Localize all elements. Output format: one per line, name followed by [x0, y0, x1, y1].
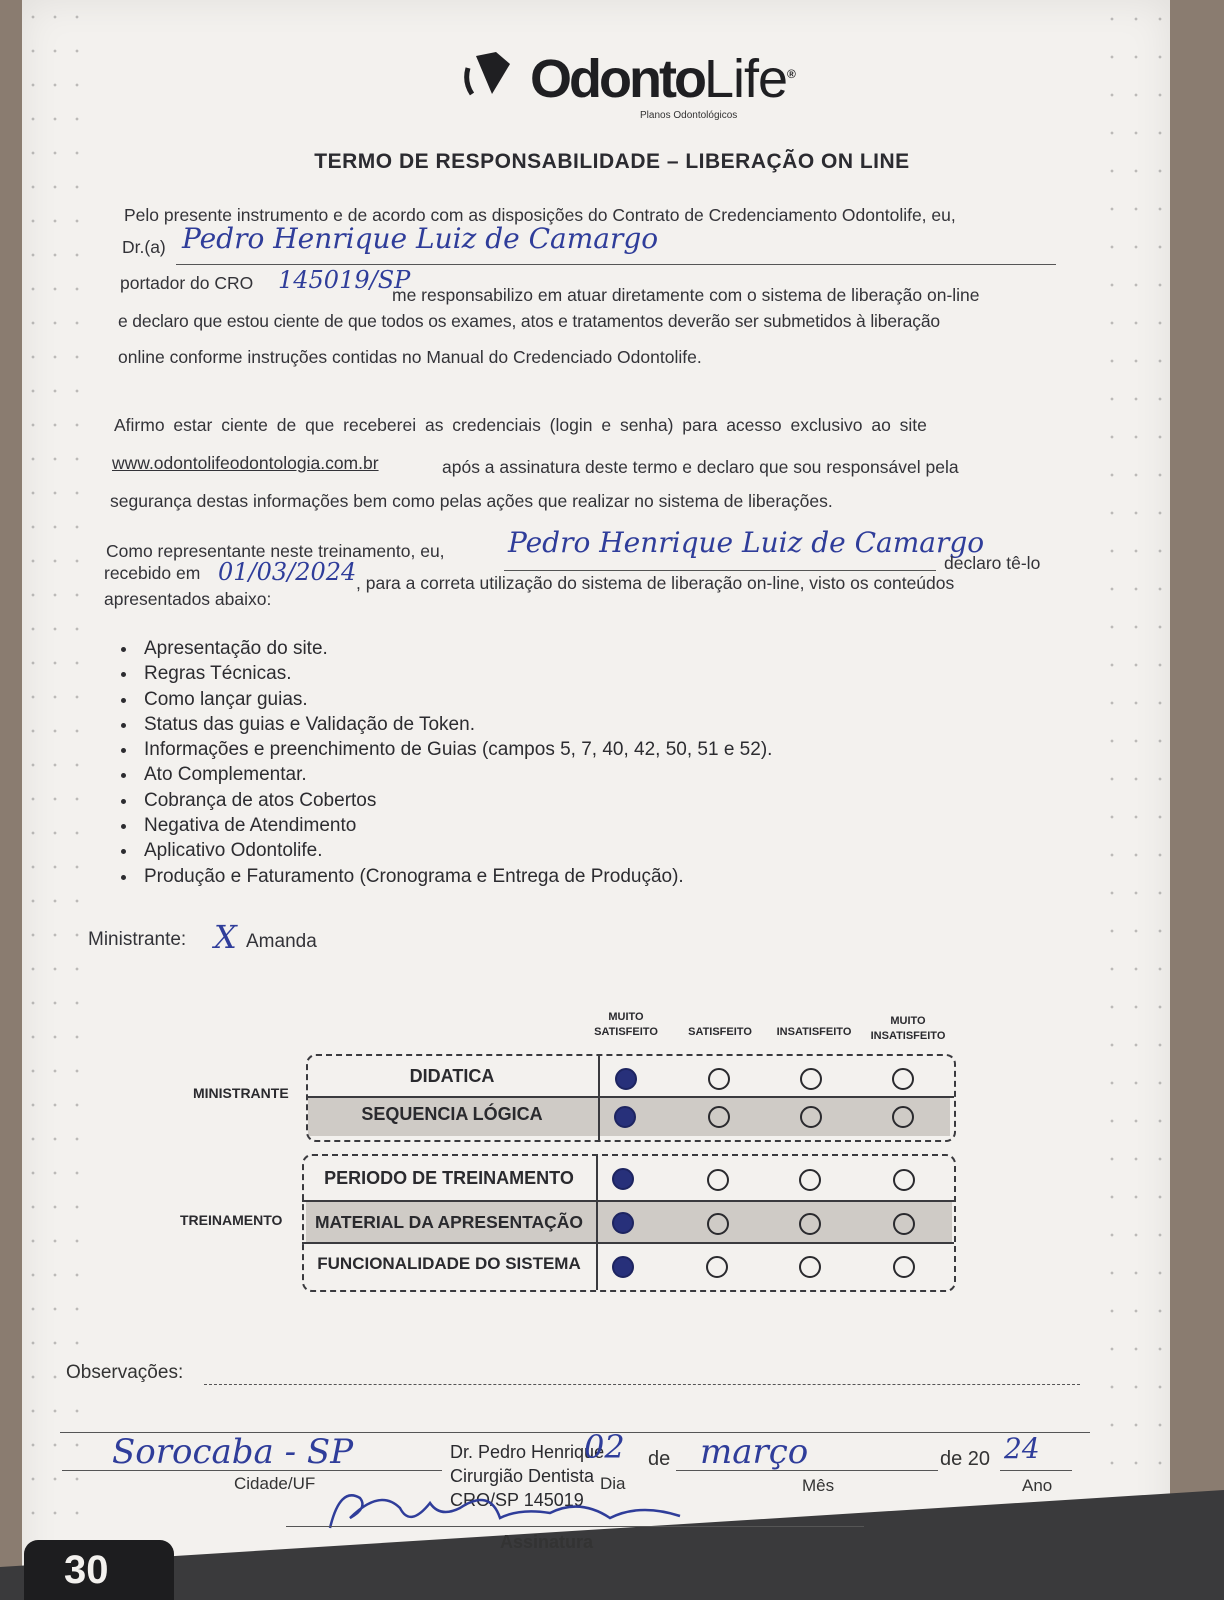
logo-mark-icon — [462, 48, 520, 108]
list-item: • Apresentação do site. — [138, 636, 772, 661]
criterion-material-apresentacao: MATERIAL DA APRESENTAÇÃO — [314, 1212, 583, 1232]
city-handwritten: Sorocaba - SP — [112, 1432, 354, 1472]
column-divider — [596, 1154, 598, 1290]
column-header-insatisfeito: INSATISFEITO — [776, 1026, 852, 1038]
year-label: Ano — [1022, 1476, 1053, 1495]
column-header-satisfeito: SATISFEITO — [688, 1026, 752, 1038]
perforation-dots-left — [22, 0, 92, 1600]
rating-radio[interactable] — [800, 1068, 822, 1090]
training-line-1b: declaro tê-lo — [944, 553, 1041, 573]
rating-radio[interactable] — [615, 1068, 637, 1090]
signature-line — [286, 1526, 864, 1527]
badge-number: 30 — [64, 1548, 109, 1592]
credentials-line-1: Afirmo estar ciente de que receberei as credenciais (login e senha) para acesso exclusivo ao site — [114, 415, 927, 435]
column-divider — [598, 1054, 600, 1140]
dr-label: Dr.(a) — [122, 237, 166, 257]
rating-radio[interactable] — [708, 1106, 730, 1128]
group-label-treinamento: TREINAMENTO — [180, 1212, 283, 1228]
row-divider — [302, 1242, 954, 1244]
column-header-muito-insatisfeito: MUITO INSATISFEITO — [870, 1015, 946, 1042]
list-item: • Produção e Faturamento (Cronograma e Entrega de Produção). — [138, 864, 772, 889]
ministrante-label: Ministrante: — [88, 929, 187, 950]
training-line-1a: Como representante neste treinamento, eu, — [106, 541, 445, 561]
list-item: • Informações e preenchimento de Guias (campos 5, 7, 40, 42, 50, 51 e 52). — [138, 737, 772, 762]
list-item: • Cobrança de atos Cobertos — [138, 788, 772, 813]
training-line-2b: , para a correta utilização do sistema de liberação on-line, visto os conteúdos — [356, 573, 955, 593]
cro-handwritten: 145019/SP — [278, 266, 411, 294]
stamp-title: Cirurgião Dentista — [450, 1466, 595, 1486]
column-header-muito-satisfeito: MUITO SATISFEITO — [594, 1011, 658, 1038]
signature-label: Assinatura — [500, 1532, 594, 1552]
rating-radio[interactable] — [892, 1068, 914, 1090]
dr-name-handwritten: Pedro Henrique Luiz de Camargo — [182, 222, 659, 255]
credentials-line-3: segurança destas informações bem como pelas ações que realizar no sistema de liberações. — [110, 491, 833, 511]
rating-radio[interactable] — [799, 1169, 821, 1191]
list-item: • Regras Técnicas. — [138, 661, 772, 686]
list-item: • Aplicativo Odontolife. — [138, 838, 772, 863]
list-item: • Como lançar guias. — [138, 687, 772, 712]
topics-list — [110, 636, 772, 889]
credentials-line-2: após a assinatura deste termo e declaro que sou responsável pela — [442, 457, 959, 477]
rating-radio[interactable] — [799, 1213, 821, 1235]
row-divider — [302, 1200, 954, 1202]
intro-line-4: e declaro que estou ciente de que todos os exames, atos e tratamentos deverão ser submetidos à liberação — [118, 311, 940, 331]
criterion-sequencia-logica: SEQUENCIA LÓGICA — [361, 1104, 543, 1124]
rating-radio[interactable] — [707, 1213, 729, 1235]
rating-radio[interactable] — [893, 1256, 915, 1278]
rating-radio[interactable] — [612, 1256, 634, 1278]
corner-badge — [24, 1540, 174, 1600]
ministrante-checkmark: X — [214, 918, 237, 956]
stamp-cro: CRO/SP 145019 — [450, 1490, 584, 1510]
rating-radio[interactable] — [708, 1068, 730, 1090]
month-label: Mês — [802, 1476, 835, 1495]
criterion-periodo-treinamento: PERIODO DE TREINAMENTO — [324, 1168, 574, 1188]
logo-tagline: Planos Odontológicos — [640, 110, 738, 121]
odontolife-logo — [462, 48, 793, 128]
training-line-2a: recebido em — [104, 563, 201, 583]
list-item: • Ato Complementar. — [138, 762, 772, 787]
rating-radio[interactable] — [706, 1256, 728, 1278]
rating-radio[interactable] — [800, 1106, 822, 1128]
month-line — [676, 1470, 938, 1471]
site-link[interactable]: www.odontolifeodontologia.com.br — [112, 453, 379, 473]
year-line — [1000, 1470, 1072, 1471]
perforation-dots-right — [1100, 0, 1170, 1600]
rating-radio[interactable] — [612, 1212, 634, 1234]
day-handwritten: 02 — [584, 1428, 625, 1466]
training-line-3: apresentados abaixo: — [104, 589, 272, 609]
year-handwritten: 24 — [1004, 1432, 1040, 1465]
observacoes-label: Observações: — [66, 1362, 184, 1383]
list-item: • Status das guias e Validação de Token. — [138, 712, 772, 737]
rating-radio[interactable] — [893, 1213, 915, 1235]
intro-line-3: me responsabilizo em atuar diretamente com o sistema de liberação on-line — [392, 285, 980, 305]
logo-wordmark: OdontoLife® — [530, 49, 793, 109]
intro-line-5: online conforme instruções contidas no Manual do Credenciado Odontolife. — [118, 347, 702, 367]
group-label-ministrante: MINISTRANTE — [193, 1085, 289, 1101]
rating-radio[interactable] — [707, 1169, 729, 1191]
city-line — [62, 1470, 442, 1471]
dr-name-line — [176, 264, 1056, 265]
document-title: TERMO DE RESPONSABILIDADE – LIBERAÇÃO ON LINE — [314, 150, 910, 173]
observacoes-line — [204, 1384, 1080, 1385]
day-label: Dia — [600, 1474, 626, 1493]
criterion-didatica: DIDATICA — [409, 1066, 495, 1086]
de-label-1: de — [648, 1448, 671, 1470]
rep-name-handwritten: Pedro Henrique Luiz de Camargo — [508, 526, 985, 559]
rating-radio[interactable] — [614, 1106, 636, 1128]
ministrante-name: Amanda — [246, 931, 317, 952]
de-label-2: de 20 — [940, 1448, 991, 1470]
city-label: Cidade/UF — [234, 1474, 316, 1493]
rating-radio[interactable] — [799, 1256, 821, 1278]
cro-label: portador do CRO — [120, 273, 254, 293]
date-handwritten: 01/03/2024 — [218, 558, 357, 586]
rating-radio[interactable] — [893, 1169, 915, 1191]
month-handwritten: março — [700, 1432, 809, 1472]
stamp-name: Dr. Pedro Henrique — [450, 1442, 605, 1462]
criterion-funcionalidade-sistema: FUNCIONALIDADE DO SISTEMA — [317, 1254, 581, 1273]
list-item: • Negativa de Atendimento — [138, 813, 772, 838]
rating-radio[interactable] — [612, 1168, 634, 1190]
rating-radio[interactable] — [892, 1106, 914, 1128]
row-divider — [306, 1096, 954, 1098]
intro-line-1: Pelo presente instrumento e de acordo com as disposições do Contrato de Credenciamento Odontolife, eu, — [124, 205, 956, 225]
